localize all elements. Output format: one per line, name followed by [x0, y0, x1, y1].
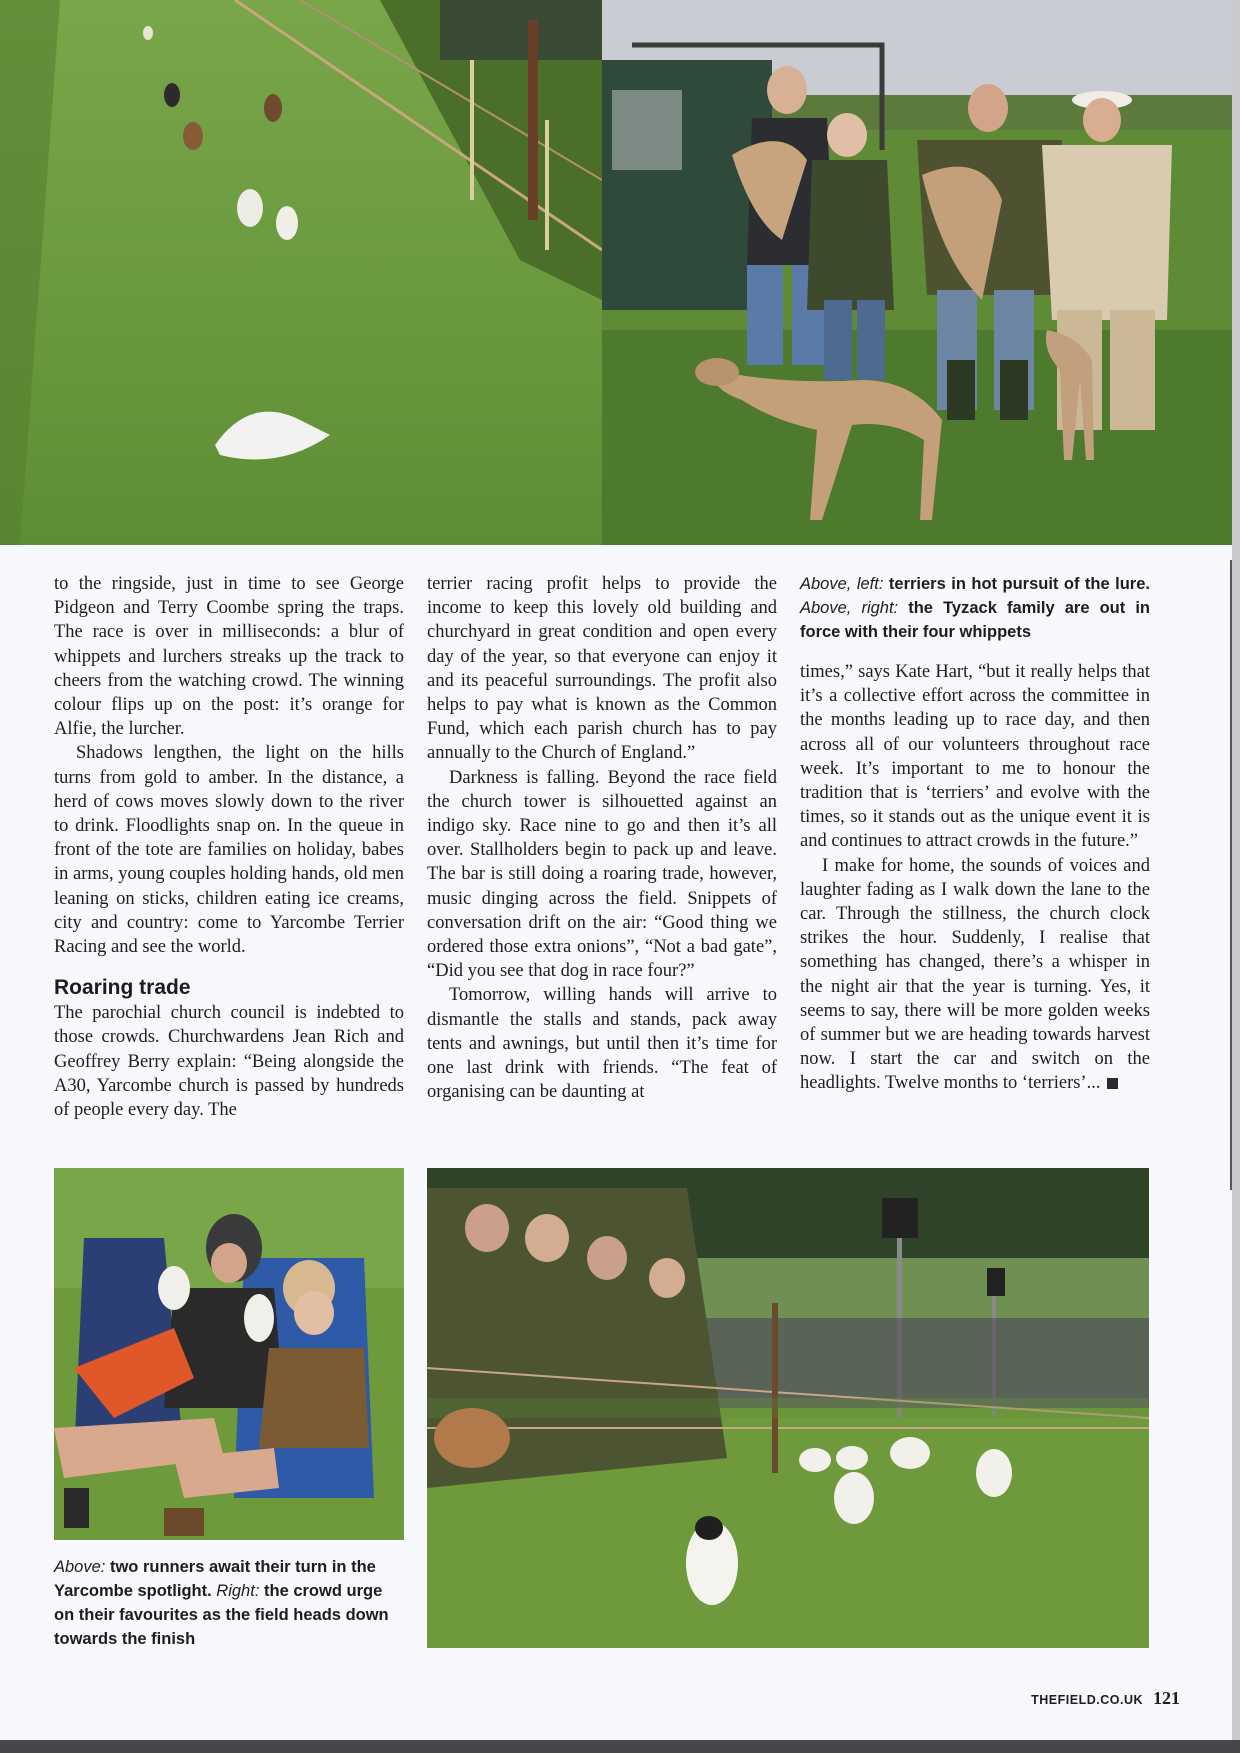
- article-column-3: [800, 572, 1150, 1096]
- scan-edge-bottom: [0, 1740, 1240, 1753]
- subheading-roaring-trade: Roaring trade: [54, 976, 191, 1000]
- caption-text: terriers in hot pursuit of the lure.: [888, 575, 1150, 593]
- caption-lead: Above:: [54, 1558, 106, 1576]
- caption-text: two runners await their turn in the Yarcombe spotlight.: [54, 1558, 376, 1600]
- body-paragraph: terrier racing profit helps to provide the income to keep this lovely old building and churchyard in great condition and open every day of the year, so that everyone can enjoy it and its peaceful surroundings. The profit also helps to pay what is known as the Common Fund, which each parish church has to pay annually to the Church of England.”: [427, 574, 777, 764]
- end-of-article-icon: [1107, 1078, 1118, 1089]
- caption-bottom-photos: [54, 1555, 404, 1651]
- scan-edge-right: [1232, 0, 1240, 1753]
- footer-website: THEFIELD.CO.UK: [1031, 1693, 1143, 1707]
- caption-lead: Above, right:: [800, 599, 899, 617]
- caption-top-photos: [800, 572, 1150, 644]
- body-paragraph: [800, 854, 1150, 1096]
- body-paragraph: Tomorrow, willing hands will arrive to dismantle the stalls and stands, pack away tents and awnings, but until then it’s time for one last drink with friends. “The feat of organising can be daunting at: [427, 985, 777, 1103]
- caption-text: the crowd urge on their favourites as the field heads down towards the finish: [54, 1582, 389, 1648]
- photo-tyzack-family: [602, 0, 1232, 545]
- caption-lead: Right:: [216, 1582, 260, 1600]
- photo-runners-waiting: [54, 1168, 404, 1540]
- body-paragraph: Darkness is falling. Beyond the race field the church tower is silhouetted against an indigo sky. Race nine to go and then it’s all over. Stallholders begin to pack up and leave. The bar is still doing a roaring trade, however, music dinging across the field. Snippets of conversation drift on the air: “Good thing we ordered those extra onions”, “Not a bad gate”, “Did you see that dog in race four?”: [427, 767, 777, 982]
- page-footer: [1005, 1688, 1180, 1709]
- body-paragraph: Shadows lengthen, the light on the hills turns from gold to amber. In the distance, a herd of cows moves slowly down to the river to drink. Floodlights snap on. In the queue in front of the tote are families on holiday, babes in arms, young couples holding hands, old men leaning on sticks, children eating ice creams, city and country: come to Yarcombe Terrier Racing and see the world.: [54, 743, 404, 958]
- article-column-1: [54, 572, 404, 1122]
- page-number: 121: [1153, 1688, 1180, 1708]
- closing-text: I make for home, the sounds of voices and laughter fading as I walk down the lane to the car. Through the stillness, the church clock strikes the hour. Suddenly, I realise that something has changed, there’s a whisper in the night air that the year is turning. Yes, it seems to say, there will be more golden weeks of summer but we are heading towards harvest now. I start the car and switch on the headlights. Twelve months to ‘terriers’...: [800, 855, 1150, 1094]
- photo-crowd-finish: [427, 1168, 1149, 1648]
- photo-terriers-racing: [0, 0, 602, 545]
- caption-text: the Tyzack family are out in force with their four whippets: [800, 599, 1150, 641]
- article-column-2: [427, 572, 777, 1104]
- caption-lead: Above, left:: [800, 575, 884, 593]
- body-paragraph: The parochial church council is indebted to those crowds. Churchwardens Jean Rich and Geoffrey Berry explain: “Being alongside the A30, Yarcombe church is passed by hundreds of people every day. The: [54, 1003, 404, 1121]
- body-paragraph: times,” says Kate Hart, “but it really helps that it’s a collective effort across the committee in the months leading up to race day, and then across all of our volunteers throughout race week. It’s important to me to honour the tradition that is ‘terriers’ and evolve with the times, so it stands out as the unique event it is and continues to attract crowds in the future.”: [800, 662, 1150, 852]
- body-paragraph: to the ringside, just in time to see George Pidgeon and Terry Coombe spring the traps. The race is over in milliseconds: a blur of whippets and lurchers streaks up the track to cheers from the watching crowd. The winning colour flips up on the post: it’s orange for Alfie, the lurcher.: [54, 574, 404, 740]
